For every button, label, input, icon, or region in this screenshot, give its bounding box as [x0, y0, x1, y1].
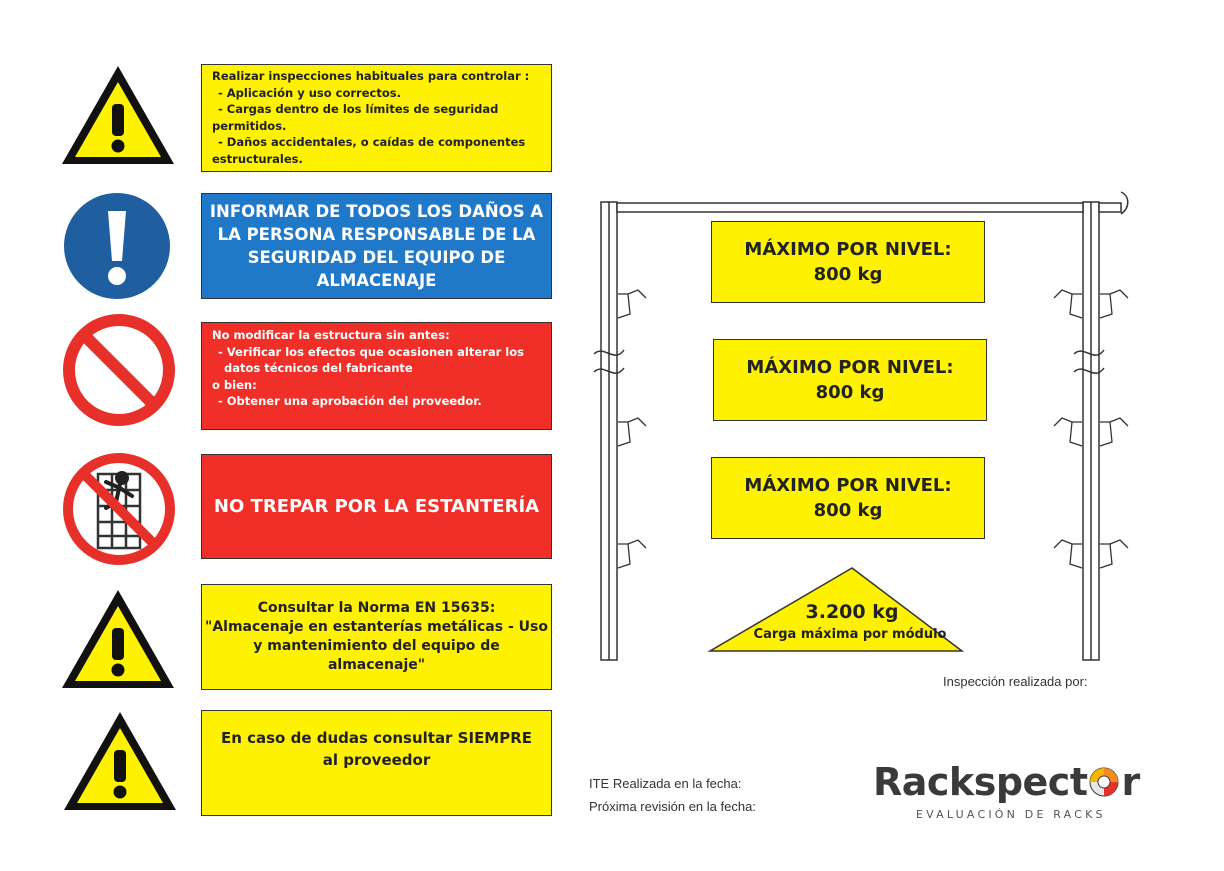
level-load-sign	[713, 339, 987, 421]
level-load-sign	[711, 457, 985, 539]
level-load-title: MÁXIMO POR NIVEL:	[744, 475, 952, 496]
mandatory-exclamation-icon	[62, 191, 172, 301]
no-modify-line: - Verificar los efectos que ocasionen alterar los	[218, 344, 524, 359]
no-modify-box	[201, 322, 552, 430]
warning-icon	[58, 62, 178, 168]
inspection-rule-box	[201, 64, 552, 172]
level-load-title: MÁXIMO POR NIVEL:	[746, 357, 954, 378]
inspection-intro: Realizar inspecciones habituales para controlar :	[212, 69, 530, 83]
module-load-value: 3.200 kg	[805, 601, 899, 623]
norm-line: Consultar la Norma EN 15635:	[257, 600, 496, 616]
no-climb-box	[201, 454, 552, 559]
report-line: LA PERSONA RESPONSABLE DE LA	[217, 225, 536, 244]
report-damage-box	[201, 193, 552, 299]
no-climbing-icon	[62, 452, 176, 566]
no-modify-line: o bien:	[212, 377, 257, 392]
inspection-line: - Aplicación y uso correctos.	[218, 85, 401, 100]
report-line: INFORMAR DE TODOS LOS DAÑOS A	[209, 202, 544, 221]
no-modify-line: datos técnicos del fabricante	[224, 361, 413, 375]
module-load-caption: Carga máxima por módulo	[753, 627, 947, 642]
life-ring-icon	[1088, 766, 1120, 798]
level-load-value: 800 kg	[813, 264, 883, 285]
no-modify-line: - Obtener una aprobación del proveedor.	[218, 394, 482, 408]
next-review-label: Próxima revisión en la fecha:	[589, 799, 756, 814]
warning-icon	[58, 586, 178, 692]
doubts-line: al proveedor	[322, 751, 431, 769]
doubts-line: En caso de dudas consultar SIEMPRE	[220, 729, 533, 747]
brand-name-end: r	[1121, 760, 1140, 804]
inspection-line: estructurales.	[212, 151, 303, 166]
doubts-box	[201, 710, 552, 816]
no-modify-line: No modificar la estructura sin antes:	[212, 328, 450, 342]
brand-logo	[873, 757, 1140, 807]
report-line: ALMACENAJE	[316, 271, 437, 290]
warning-icon	[60, 708, 180, 814]
brand-name-start: Rackspect	[873, 760, 1088, 804]
ite-date-label: ITE Realizada en la fecha:	[589, 776, 742, 791]
norm-box	[201, 584, 552, 690]
report-line: SEGURIDAD DEL EQUIPO DE	[247, 248, 506, 267]
level-load-value: 800 kg	[815, 382, 885, 403]
norm-line: y mantenimiento del equipo de	[253, 638, 500, 654]
norm-line: "Almacenaje en estanterías metálicas - Uso	[205, 619, 548, 635]
inspection-line: permitidos.	[212, 118, 287, 133]
brand-tagline: EVALUACIÓN DE RACKS	[916, 808, 1106, 821]
level-load-title: MÁXIMO POR NIVEL:	[744, 239, 952, 260]
level-load-value: 800 kg	[813, 500, 883, 521]
inspection-by-label: Inspección realizada por:	[943, 674, 1088, 689]
inspection-line: - Daños accidentales, o caídas de componentes	[218, 135, 526, 149]
inspection-line: - Cargas dentro de los límites de seguridad	[218, 102, 499, 116]
level-load-sign	[711, 221, 985, 303]
no-climb-text: NO TREPAR POR LA ESTANTERÍA	[213, 496, 540, 517]
prohibition-icon	[62, 313, 176, 427]
norm-line: almacenaje"	[327, 657, 426, 673]
